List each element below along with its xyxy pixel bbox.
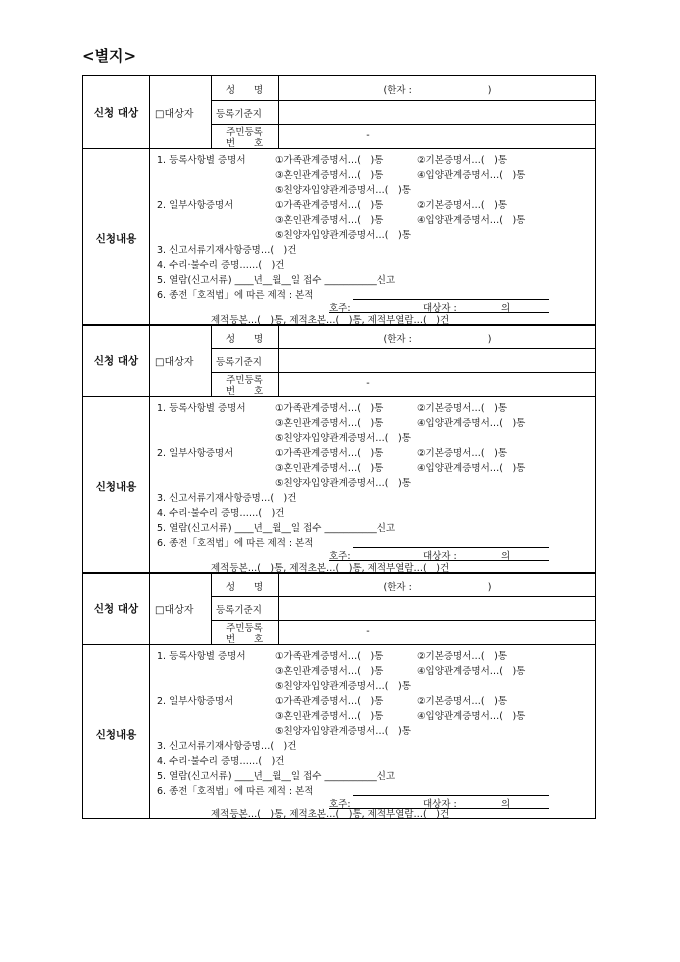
household-head-label: 호주: [329, 551, 351, 562]
apply-target-label: 신청 대상 [93, 603, 139, 615]
name-label: 성 명 [225, 582, 264, 593]
target-person-checkbox[interactable]: □대상자 [155, 109, 194, 120]
partial-full-adoption-cert-option[interactable]: ⑤친양자입양관계증명서…( )통 [275, 726, 411, 737]
partial-basic-cert-option[interactable]: ②기본증명서…( )통 [417, 448, 507, 459]
application-block-1 [83, 76, 595, 324]
removed-register-option[interactable]: 제적등본…( )통, 제적초본…( )통, 제적부열람…( )건 [211, 809, 450, 820]
partial-cert-heading: 2. 일부사항증명서 [157, 200, 234, 211]
household-head-label: 호주: [329, 303, 351, 314]
registration-base-label: 등록기준지 [216, 357, 262, 368]
partial-cert-heading: 2. 일부사항증명서 [157, 696, 234, 707]
apply-target-label: 신청 대상 [93, 355, 139, 367]
former-register-option: 6. 종전「호적법」에 따른 제적 : 본적 [157, 538, 314, 549]
apply-target-label: 신청 대상 [93, 107, 139, 119]
partial-cert-heading: 2. 일부사항증명서 [157, 448, 234, 459]
family-cert-option[interactable]: ①가족관계증명서…( )통 [275, 651, 384, 662]
inspection-option[interactable]: 5. 열람(신고서류) ____년__월__일 접수 ___________신고 [157, 275, 396, 286]
content-label: 신청내용 [95, 481, 137, 493]
name-label: 성 명 [225, 334, 264, 345]
registration-base-field[interactable] [278, 102, 597, 122]
cert-by-item-heading: 1. 등록사항별 증명서 [157, 155, 246, 166]
family-cert-option[interactable]: ①가족관계증명서…( )통 [275, 155, 384, 166]
target-person-checkbox[interactable]: □대상자 [155, 357, 194, 368]
partial-adoption-cert-option[interactable]: ④입양관계증명서…( )통 [417, 463, 526, 474]
application-block-2 [83, 326, 595, 572]
target-person-label: 대상자 : [423, 551, 457, 562]
adoption-cert-option[interactable]: ④입양관계증명서…( )통 [417, 418, 526, 429]
adoption-cert-option[interactable]: ④입양관계증명서…( )통 [417, 170, 526, 181]
partial-basic-cert-option[interactable]: ②기본증명서…( )통 [417, 696, 507, 707]
acceptance-cert-option[interactable]: 4. 수리·불수리 증명……( )건 [157, 260, 285, 271]
full-adoption-cert-option[interactable]: ⑤친양자입양관계증명서…( )통 [275, 433, 411, 444]
rrn-label-line1: 주민등록 [226, 623, 263, 634]
basic-cert-option[interactable]: ②기본증명서…( )통 [417, 651, 507, 662]
target-person-label: 대상자 : [423, 303, 457, 314]
partial-adoption-cert-option[interactable]: ④입양관계증명서…( )통 [417, 215, 526, 226]
partial-full-adoption-cert-option[interactable]: ⑤친양자입양관계증명서…( )통 [275, 230, 411, 241]
target-person-checkbox[interactable]: □대상자 [155, 605, 194, 616]
inspection-option[interactable]: 5. 열람(신고서류) ____년__월__일 접수 ___________신고 [157, 771, 396, 782]
name-field[interactable]: (한자 : ) [383, 334, 492, 345]
acceptance-cert-option[interactable]: 4. 수리·불수리 증명……( )건 [157, 508, 285, 519]
possessive-label: 의 [501, 799, 511, 810]
registration-base-field[interactable] [278, 598, 597, 618]
application-block-3 [83, 574, 595, 818]
marriage-cert-option[interactable]: ③혼인관계증명서…( )통 [275, 170, 384, 181]
partial-marriage-cert-option[interactable]: ③혼인관계증명서…( )통 [275, 215, 384, 226]
name-field[interactable]: (한자 : ) [383, 85, 492, 96]
report-docs-cert-option[interactable]: 3. 신고서류기재사항증명…( )건 [157, 741, 297, 752]
rrn-field[interactable]: - [366, 626, 370, 637]
registration-base-label: 등록기준지 [216, 605, 262, 616]
removed-register-option[interactable]: 제적등본…( )통, 제적초본…( )통, 제적부열람…( )건 [211, 315, 450, 326]
name-field[interactable]: (한자 : ) [383, 582, 492, 593]
removed-register-option[interactable]: 제적등본…( )통, 제적초본…( )통, 제적부열람…( )건 [211, 563, 450, 574]
cert-by-item-heading: 1. 등록사항별 증명서 [157, 403, 246, 414]
partial-marriage-cert-option[interactable]: ③혼인관계증명서…( )통 [275, 711, 384, 722]
report-docs-cert-option[interactable]: 3. 신고서류기재사항증명…( )건 [157, 245, 297, 256]
content-label: 신청내용 [95, 233, 137, 245]
possessive-label: 의 [501, 551, 511, 562]
full-adoption-cert-option[interactable]: ⑤친양자입양관계증명서…( )통 [275, 681, 411, 692]
partial-full-adoption-cert-option[interactable]: ⑤친양자입양관계증명서…( )통 [275, 478, 411, 489]
basic-cert-option[interactable]: ②기본증명서…( )통 [417, 403, 507, 414]
registration-base-label: 등록기준지 [216, 109, 262, 120]
rrn-label-line1: 주민등록 [226, 375, 263, 386]
content-label: 신청내용 [95, 729, 137, 741]
rrn-label-line2: 번 호 [225, 138, 264, 149]
rrn-field[interactable]: - [366, 130, 370, 141]
partial-basic-cert-option[interactable]: ②기본증명서…( )통 [417, 200, 507, 211]
acceptance-cert-option[interactable]: 4. 수리·불수리 증명……( )건 [157, 756, 285, 767]
former-register-option: 6. 종전「호적법」에 따른 제적 : 본적 [157, 786, 314, 797]
partial-family-cert-option[interactable]: ①가족관계증명서…( )통 [275, 448, 384, 459]
partial-family-cert-option[interactable]: ①가족관계증명서…( )통 [275, 200, 384, 211]
basic-cert-option[interactable]: ②기본증명서…( )통 [417, 155, 507, 166]
rrn-field[interactable]: - [366, 378, 370, 389]
partial-adoption-cert-option[interactable]: ④입양관계증명서…( )통 [417, 711, 526, 722]
rrn-label-line1: 주민등록 [226, 127, 263, 138]
adoption-cert-option[interactable]: ④입양관계증명서…( )통 [417, 666, 526, 677]
inspection-option[interactable]: 5. 열람(신고서류) ____년__월__일 접수 ___________신고 [157, 523, 396, 534]
former-register-option: 6. 종전「호적법」에 따른 제적 : 본적 [157, 290, 314, 301]
rrn-label-line2: 번 호 [225, 386, 264, 397]
name-label: 성 명 [225, 85, 264, 96]
household-head-label: 호주: [329, 799, 351, 810]
application-form [82, 75, 596, 819]
rrn-label-line2: 번 호 [225, 634, 264, 645]
target-person-label: 대상자 : [423, 799, 457, 810]
document-title: <별지> [82, 47, 137, 65]
family-cert-option[interactable]: ①가족관계증명서…( )통 [275, 403, 384, 414]
registration-base-field[interactable] [278, 350, 597, 370]
marriage-cert-option[interactable]: ③혼인관계증명서…( )통 [275, 418, 384, 429]
partial-marriage-cert-option[interactable]: ③혼인관계증명서…( )통 [275, 463, 384, 474]
cert-by-item-heading: 1. 등록사항별 증명서 [157, 651, 246, 662]
partial-family-cert-option[interactable]: ①가족관계증명서…( )통 [275, 696, 384, 707]
report-docs-cert-option[interactable]: 3. 신고서류기재사항증명…( )건 [157, 493, 297, 504]
possessive-label: 의 [501, 303, 511, 314]
full-adoption-cert-option[interactable]: ⑤친양자입양관계증명서…( )통 [275, 185, 411, 196]
marriage-cert-option[interactable]: ③혼인관계증명서…( )통 [275, 666, 384, 677]
